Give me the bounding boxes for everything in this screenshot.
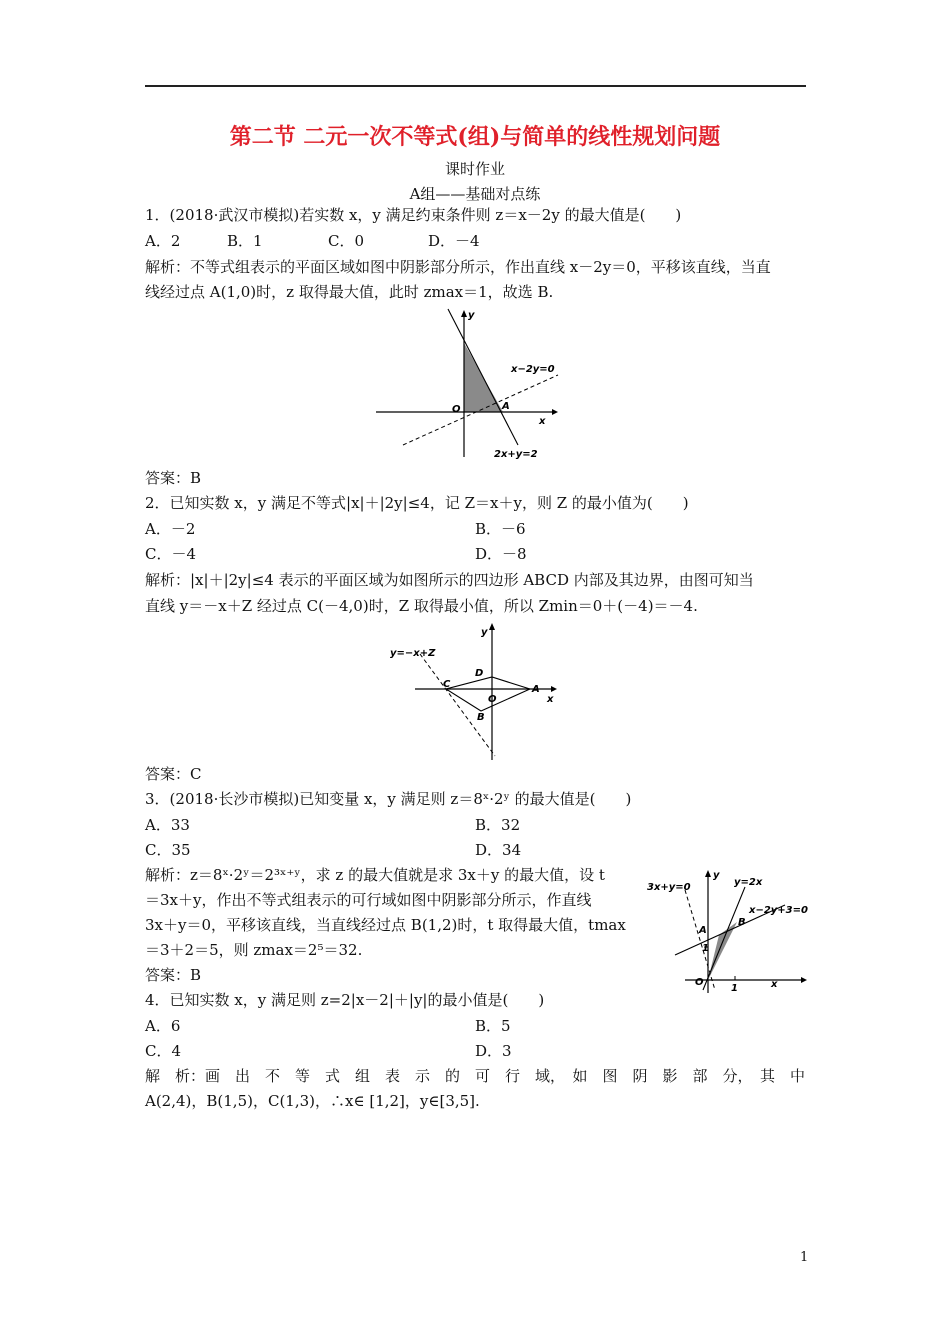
q3-analysis-line3: 3x＋y＝0，平移该直线，当直线经过点 B(1,2)时，t 取得最大值，tmax <box>145 916 626 934</box>
q1-fig-point-a: A <box>502 401 510 412</box>
q2-fig-x-label: x <box>547 694 554 705</box>
q3-option-b: B．32 <box>475 816 521 834</box>
q3-fig-line1-label: 3x+y=0 <box>647 882 691 893</box>
page-title: 第二节 二元一次不等式(组)与简单的线性规划问题 <box>229 124 721 150</box>
q3-fig-tick-y1: 1 <box>702 943 709 954</box>
q3-stem: 3．(2018·长沙市模拟)已知变量 x，y 满足则 z＝8ˣ·2ʸ 的最大值是( ) <box>145 790 632 808</box>
q1-answer: 答案：B <box>145 469 202 487</box>
q1-fig-line1-label: x−2y=0 <box>511 364 555 375</box>
q1-fig-origin: O <box>452 404 461 415</box>
q1-analysis-line1: 解析：不等式组表示的平面区域如图中阴影部分所示，作出直线 x－2y＝0，平移该直线，当直 <box>145 258 771 276</box>
subtitle: 课时作业 <box>444 160 505 178</box>
q3-option-c: C．35 <box>145 841 191 859</box>
q3-fig-point-a: A <box>699 925 707 936</box>
q4-option-a: A．6 <box>145 1017 181 1035</box>
q4-option-b: B．5 <box>475 1017 511 1035</box>
q1-analysis-line2: 线经过点 A(1,0)时，z 取得最大值，此时 zmax＝1，故选 B. <box>145 283 554 301</box>
q1-option-a: A．2 <box>145 232 181 250</box>
q1-fig-x-label: x <box>539 416 546 427</box>
q2-fig-point-a: A <box>532 684 540 695</box>
q4-analysis-line2: A(2,4)，B(1,5)，C(1,3)，∴x∈ [1,2]，y∈[3,5]. <box>145 1092 480 1110</box>
q2-fig-line-label: y=−x+Z <box>390 648 436 659</box>
q3-answer: 答案：B <box>145 966 202 984</box>
q2-option-d: D．－8 <box>475 545 527 563</box>
q2-fig-y-label: y <box>481 627 488 638</box>
q3-fig-x-label: x <box>771 979 778 990</box>
q2-figure <box>385 620 570 764</box>
q4-stem: 4．已知实数 x，y 满足则 z=2|x－2|＋|y|的最小值是( ) <box>145 991 545 1009</box>
q4-option-d: D．3 <box>475 1042 512 1060</box>
q1-fig-line2-label: 2x+y=2 <box>494 449 538 460</box>
q3-fig-line2-label: y=2x <box>734 877 763 888</box>
q3-analysis-line1: 解析：z＝8ˣ·2ʸ＝2³ˣ⁺ʸ，求 z 的最大值就是求 3x＋y 的最大值，设 t <box>145 866 605 884</box>
q2-fig-point-c: C <box>443 679 451 690</box>
header-rule <box>145 85 806 87</box>
q1-stem: 1．(2018·武汉市模拟)若实数 x，y 满足约束条件则 z＝x－2y 的最大值是( ) <box>145 206 682 224</box>
q1-figure <box>368 305 568 469</box>
q1-fig-y-label: y <box>468 310 475 321</box>
q4-analysis-line1: 解 析：画 出 不 等 式 组 表 示 的 可 行 域， 如 图 阴 影 部 分， 其 中 <box>145 1067 806 1085</box>
q2-answer: 答案：C <box>145 765 202 783</box>
q1-option-b: B．1 <box>227 232 263 250</box>
q2-option-c: C．－4 <box>145 545 197 563</box>
q3-fig-line3-label: x−2y+3=0 <box>749 905 808 916</box>
q3-fig-origin: O <box>695 977 704 988</box>
q2-fig-origin: O <box>488 694 497 705</box>
group-heading: A组——基础对点练 <box>409 185 541 203</box>
q3-option-a: A．33 <box>145 816 190 834</box>
q1-option-c: C．0 <box>328 232 365 250</box>
q3-shaded-region <box>708 922 737 980</box>
q2-option-b: B．－6 <box>475 520 526 538</box>
q3-fig-point-b: B <box>738 917 746 928</box>
q4-option-c: C．4 <box>145 1042 182 1060</box>
q2-option-a: A．－2 <box>145 520 196 538</box>
q2-fig-point-d: D <box>475 668 484 679</box>
q3-fig-y-label: y <box>713 870 720 881</box>
q1-option-d: D．－4 <box>428 232 480 250</box>
q3-analysis-line2: ＝3x＋y，作出不等式组表示的可行域如图中阴影部分所示，作直线 <box>145 891 592 909</box>
q3-fig-tick-x1: 1 <box>731 983 738 994</box>
q3-option-d: D．34 <box>475 841 522 859</box>
q3-analysis-line4: ＝3＋2＝5，则 zmax＝2⁵＝32. <box>145 941 363 959</box>
q2-analysis-line2: 直线 y＝－x＋Z 经过点 C(－4,0)时，Z 取得最小值，所以 Zmin＝0＋(－4)＝－4. <box>145 597 698 615</box>
q3-figure <box>645 865 815 999</box>
q2-stem: 2．已知实数 x，y 满足不等式|x|＋|2y|≤4，记 Z＝x＋y，则 Z 的最小值为( ) <box>145 494 689 512</box>
q2-fig-point-b: B <box>477 712 485 723</box>
page-number: 1 <box>800 1250 809 1265</box>
q2-analysis-line1: 解析：|x|＋|2y|≤4 表示的平面区域为如图所示的四边形 ABCD 内部及其边界，由图可知当 <box>145 571 754 589</box>
